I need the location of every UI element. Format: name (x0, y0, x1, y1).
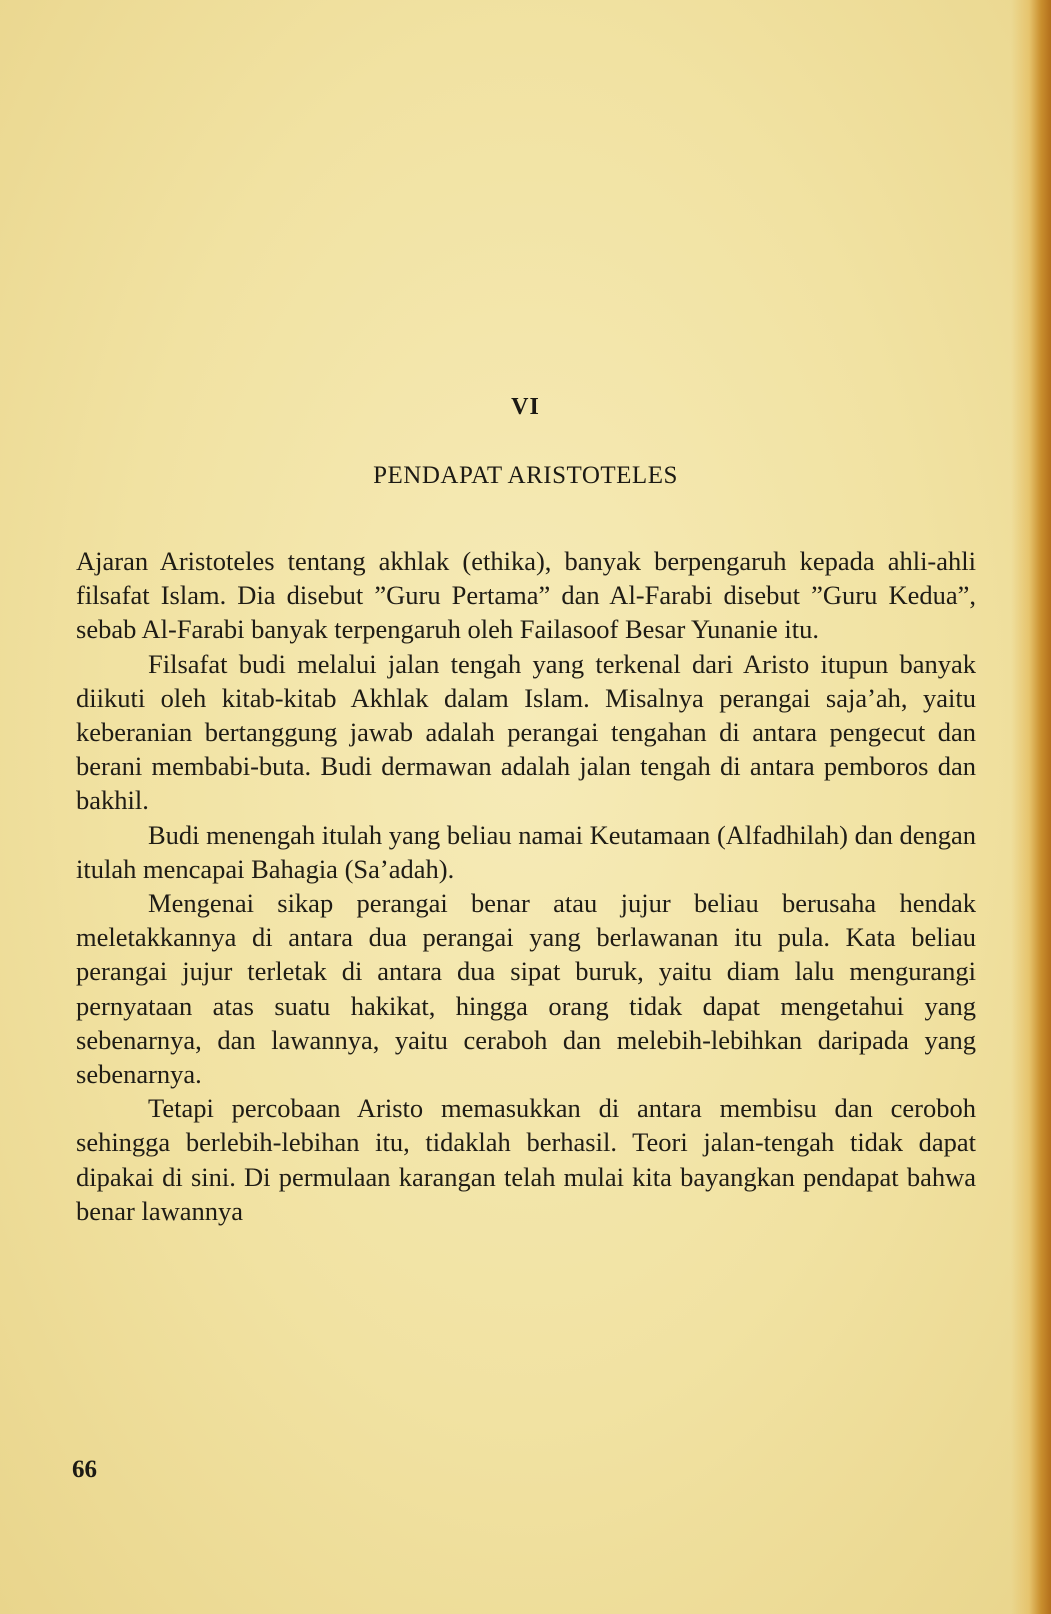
chapter-number: VI (511, 394, 540, 420)
body-text (76, 544, 976, 1228)
paragraph-3: Budi menengah itulah yang beliau namai Keutamaan (Alfadhilah) dan dengan itulah mencapai Bahagia (Sa’adah). (76, 819, 976, 884)
paragraph-2: Filsafat budi melalui jalan tengah yang terkenal dari Aristo itupun banyak diikuti oleh kitab-kitab Akhlak dalam Islam. Misalnya perangai saja’ah, yaitu keberanian bertanggung jawab adalah perangai tengahan di antara pengecut dan berani membabi-buta. Budi dermawan adalah jalan tengah di antara pemboros dan bakhil. (76, 648, 976, 816)
paragraph-4: Mengenai sikap perangai benar atau jujur beliau berusaha hendak meletakkannya di antara dua perangai yang berlawanan itu pula. Kata beliau perangai jujur terletak di antara dua sipat buruk, yaitu diam lalu mengurangi pernyataan atas suatu hakikat, hingga orang tidak dapat mengetahui yang sebenarnya, dan lawannya, yaitu ceraboh dan melebih-lebihkan daripada yang sebenarnya. (76, 888, 976, 1090)
chapter-title: PENDAPAT ARISTOTELES (373, 462, 678, 489)
paragraph-5: Tetapi percobaan Aristo memasukkan di antara membisu dan ceroboh sehingga berlebih-lebihan itu, tidaklah berhasil. Teori jalan-tengah tidak dapat dipakai di sini. Di permulaan karangan telah mulai kita bayangkan pendapat bahwa benar lawannya (76, 1093, 976, 1226)
paragraph-1: Ajaran Aristoteles tentang akhlak (ethika), banyak berpengaruh kepada ahli-ahli filsafat Islam. Dia disebut ”Guru Pertama” dan Al-Farabi disebut ”Guru Kedua”, sebab Al-Farabi banyak terpengaruh oleh Failasoof Besar Yunanie itu. (76, 546, 976, 645)
page-number: 66 (72, 1456, 97, 1483)
page-edge (1011, 0, 1051, 1614)
